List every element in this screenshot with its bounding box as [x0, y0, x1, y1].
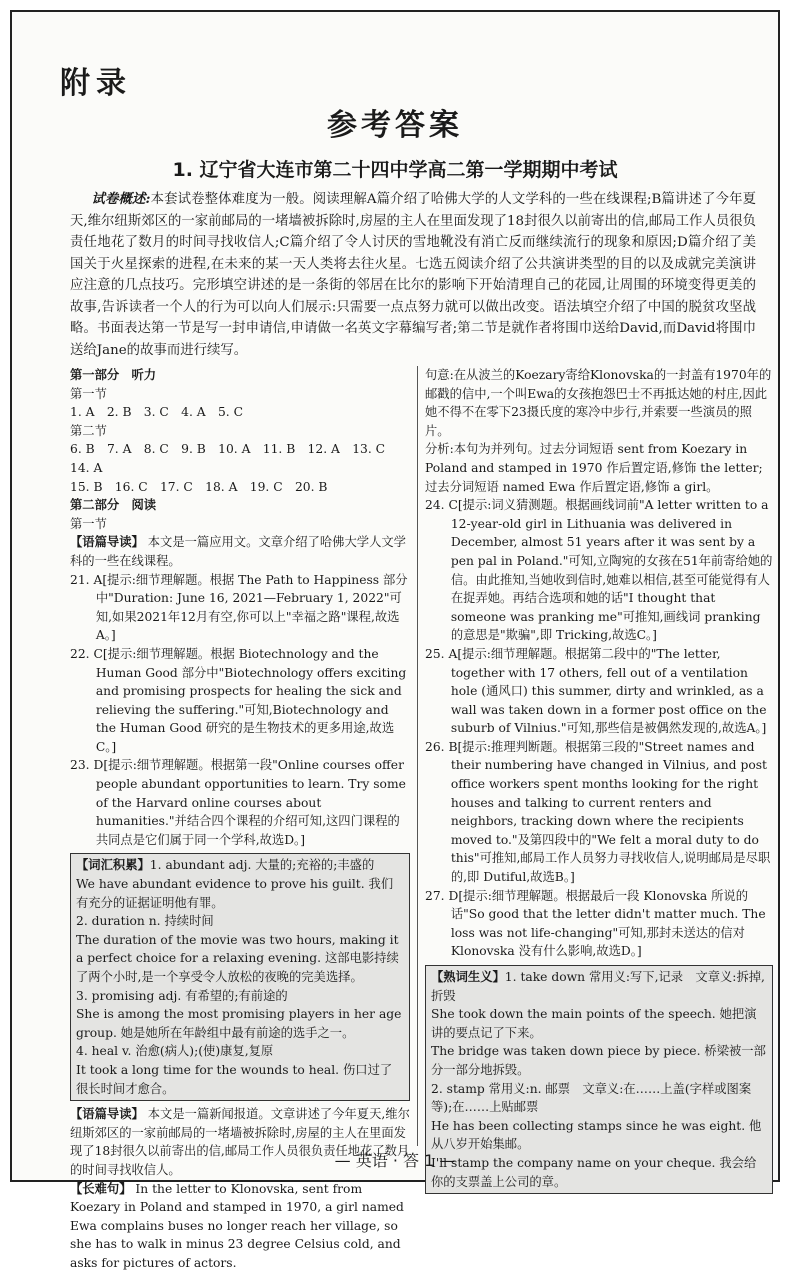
vocab-example-1: We have abundant evidence to prove his guilt. 我们有充分的证据证明他有罪。	[76, 877, 394, 910]
exam-overview	[70, 189, 756, 361]
sentence-meaning: 句意:在从波兰的Koezary寄给Klonovska的一封盖有1970年的邮戳的信中,一个叫Ewa的女孩抱怨巴士不再抵达她的村庄,因此她不得不在零下23摄氏度的寒冷中步行,并索要一些演员的照片。	[425, 368, 772, 438]
word-meaning-example-1a: She took down the main points of the speech. 她把演讲的要点记了下来。	[431, 1007, 757, 1040]
guide-a-text: 本文是一篇应用文。文章介绍了哈佛大学人文学科的一些在线课程。	[70, 535, 406, 568]
sentence-analysis: 分析:本句为并列句。过去分词短语 sent from Koezary in Poland and stamped in 1970 作后置定语,修饰 the letter;过去分词短语 named Ewa 作后置定语,修饰 a girl。	[425, 442, 763, 494]
vocab-item-1: 1. abundant adj. 大量的;充裕的;丰盛的	[149, 858, 375, 873]
word-meaning-item-1: 1. take down 常用义:写下,记录 文章义:拆掉,折毁	[431, 970, 765, 1003]
guide-a-tag: 【语篇导读】	[70, 535, 144, 550]
answer-27: 27. D[提示:细节理解题。根据最后一段 Klonovska 所说的话"So good that the letter didn't matter much. The loss was not life-changing"可知,那封未送达的信对 Klonovska 没有什么影响,故选D。]	[425, 888, 766, 959]
answer-22: 22. C[提示:细节理解题。根据 Biotechnology and the Human Good 部分中"Biotechnology offers exciting and promising prospects for healing the sick and relieving the suffering."可知,Biotechnology and the Human Good 研究的是生物技术的更多用途,故选C。]	[70, 646, 407, 754]
answer-21: 21. A[提示:细节理解题。根据 The Path to Happiness 部分中"Duration: June 16, 2021—February 1, 2022"可知,如果2021年12月有空,你可以上"幸福之路"课程,故选A。]	[70, 572, 408, 643]
answer-25: 25. A[提示:细节理解题。根据第二段中的"The letter, together with 17 others, fell out of a ventilation hole (通风口) this summer, dirty and wrinkled, as a wall was taken down in a former post office on the suburb of Vilnius."可知,那些信是被偶然发现的,故选A。]	[425, 646, 767, 736]
vocab-example-4: It took a long time for the wounds to heal. 伤口过了很长时间才愈合。	[76, 1062, 393, 1096]
left-column	[70, 366, 410, 1273]
word-meaning-example-2a: He has been collecting stamps since he was eight. 他从八岁开始集邮。	[431, 1118, 762, 1152]
section2-label: 第二节	[70, 423, 107, 438]
vocab-item-3: 3. promising adj. 有希望的;有前途的	[76, 988, 288, 1003]
vocab-tag: 【词汇积累】	[76, 858, 150, 873]
page-footer: — 英语 · 答 1 —	[334, 1151, 456, 1170]
exam-title: 1. 辽宁省大连市第二十四中学高二第一学期期中考试	[172, 159, 618, 181]
vocab-example-2: The duration of the movie was two hours, making it a perfect choice for a relaxing evening. 这部电影持续了两个小时,是一个享受令人放松的夜晚的完美选择。	[76, 932, 399, 984]
vocab-example-3: She is among the most promising players in her age group. 她是她所在年龄组中最有前途的选手之一。	[76, 1007, 402, 1040]
appendix-heading: 附录	[60, 66, 132, 101]
part1-heading: 第一部分 听力	[70, 368, 157, 382]
word-meaning-item-2: 2. stamp 常用义:n. 邮票 文章义:在……上盖(字样或图案等);在……上贴邮票	[431, 1081, 752, 1115]
long-sentence	[70, 1180, 410, 1273]
answers-6-14: 6. B 7. A 8. C 9. B 10. A 11. B 12. A 13. C 14. A	[70, 442, 398, 475]
overview-text: 本套试卷整体难度为一般。阅读理解A篇介绍了哈佛大学的人文学科的一些在线课程;B篇讲述了今年夏天,维尔纽斯郊区的一家前邮局的一堵墙被拆除时,房屋的主人在里面发现了18封很久以前寄出的信,邮局工作人员很负责任地花了数月的时间寻找收信人;C篇介绍了令人讨厌的雪地靴没有消亡反而继续流行的现象和原因;D篇介绍了美国关于火星探索的进程,在未来的某一天人类将去往火星。七选五阅读介绍了公共演讲类型的目的以及成就完美演讲应注意的几点技巧。完形填空讲述的是一条街的邻居在比尔的影响下开始清理自己的花园,让周围的环境变得更美的故事,告诉读者一个人的行为可以向人们展示:只需要一点点努力就可以做出改变。语法填空介绍了中国的脱贫攻坚战略。书面表达第一节是写一封申请信,申请做一名英文字幕编写者;第二节是就作者将围巾送给David,而David将围巾送给Jane的故事而进行续写。	[70, 192, 756, 358]
answer-24: 24. C[提示:词义猜测题。根据画线词前"A letter written to a 12-year-old girl in Lithuania was delivered in December, almost 51 years after it was sent by a pen pal in Poland."可知,立陶宛的女孩在51年前寄给她的信。由此推知,当她收到信时,她难以相信,甚至可能觉得有人在捉弄她。再结合选项和她的话"I thought that someone was pranking me"可推知,画线词 pranking 的意思是"欺骗",即 Tricking,故选C。]	[425, 498, 773, 643]
answer-23: 23. D[提示:细节理解题。根据第一段"Online courses offer people abundant opportunities to learn. Try some of the Harvard online courses about humanities."并结合四个课程的介绍可知,这四门课程的共同点是它们属于同一个学科,故选D。]	[70, 758, 406, 847]
vocab-item-4: 4. heal v. 治愈(病人);(使)康复,复原	[76, 1044, 274, 1059]
right-column	[425, 366, 773, 1198]
column-divider	[417, 366, 418, 1146]
answers-1-5: 1. A 2. B 3. C 4. A 5. C	[70, 405, 244, 420]
passage-a-guide	[70, 533, 410, 570]
word-meaning-example-2b: I'll stamp the company name on your cheque. 我会给你的支票盖上公司的章。	[431, 1155, 757, 1189]
section3-label: 第一节	[70, 516, 107, 531]
answer-26: 26. B[提示:推理判断题。根据第三段的"Street names and their numbering have changed in Vilnius, and post office workers spent months looking for the right houses and talking to current renters and neighbors, tracking down where the recipients moved to."及第四段中的"We felt a moral duty to do this"可推知,邮局工作人员努力寻找收信人,说明邮局是尽职的,即 Dutiful,故选B。]	[425, 739, 771, 885]
long-sentence-text: In the letter to Klonovska, sent from Koezary in Poland and stamped in 1970, a girl named Ewa complains buses no longer reach her village, so she has to walk in minus 23 degree Celsius cold, and asks for pictures of actors.	[70, 1181, 404, 1270]
vocab-item-2: 2. duration n. 持续时间	[76, 914, 214, 929]
answers-15-20: 15. B 16. C 17. C 18. A 19. C 20. B	[70, 479, 328, 494]
overview-label: 试卷概述:	[91, 191, 151, 207]
word-meaning-example-1b: The bridge was taken down piece by piece. 桥梁被一部分一部分地拆毁。	[431, 1044, 766, 1077]
vocab-box	[70, 853, 410, 1101]
answer-page	[10, 10, 780, 1270]
part2-heading: 第二部分 阅读	[70, 498, 157, 513]
page-title: 参考答案	[327, 108, 463, 143]
long-sentence-tag: 【长难句】	[70, 1181, 132, 1196]
guide-b-text: 本文是一篇新闻报道。文章讲述了今年夏天,维尔纽斯郊区的一家前邮局的一堵墙被拆除时,房屋的主人在里面发现了18封很久以前寄出的信,邮局工作人员很负责任地花了数月的时间寻找收信人。	[70, 1107, 410, 1177]
guide-b-tag: 【语篇导读】	[70, 1107, 144, 1122]
section1-label: 第一节	[70, 386, 107, 401]
word-meaning-tag: 【熟词生义】	[431, 970, 505, 984]
